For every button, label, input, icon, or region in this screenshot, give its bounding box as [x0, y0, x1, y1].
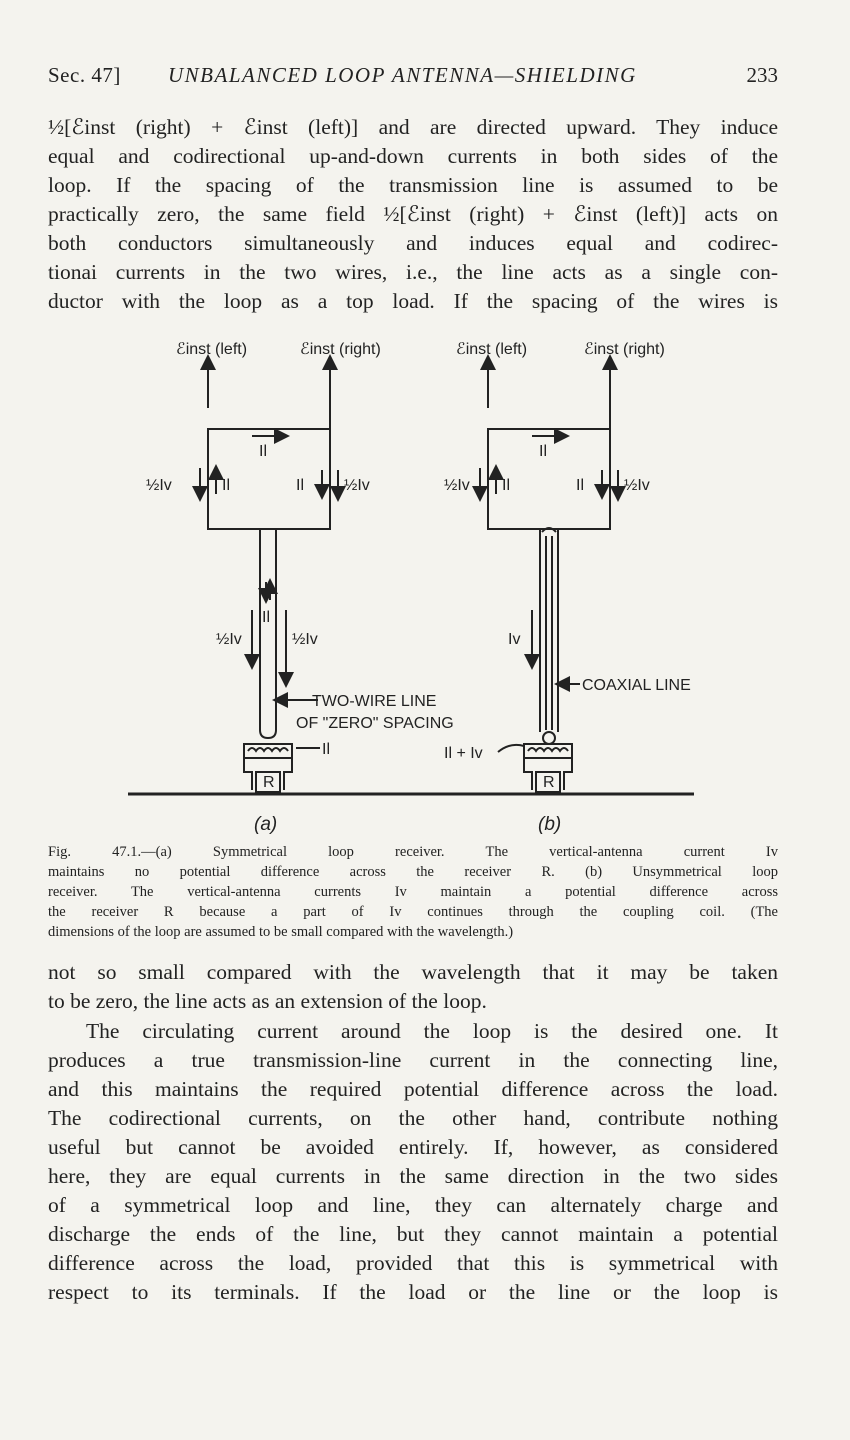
paragraph-bottom [48, 1017, 778, 1307]
page-number: 233 [746, 63, 778, 87]
panel-label-b: (b) [538, 814, 562, 835]
coax-label-b: COAXIAL LINE [582, 677, 691, 694]
text-line: practically zero, the same field ½[ℰinst (right) + ℰinst (left)] acts on [48, 202, 778, 226]
left-vertical-a: ½Iv [146, 477, 172, 494]
loop-current-top-a: Il [259, 443, 267, 460]
left-vertical-b: ½Iv [444, 477, 470, 494]
text-line: useful but cannot be avoided entirely. If, however, as considered [48, 1135, 778, 1159]
text-line: The codirectional currents, on the other hand, contribute nothing [48, 1106, 778, 1130]
field-label-left-b: ℰinst (left) [456, 341, 528, 358]
receiver-a: R [263, 774, 275, 791]
line-vertical-b: Iv [508, 631, 521, 648]
right-vertical-b: ½Iv [624, 477, 650, 494]
section-label: Sec. 47] [48, 63, 121, 87]
text-line: The circulating current around the loop is the desired one. It [86, 1019, 778, 1043]
text-line: both conductors simultaneously and induces equal and codirec- [48, 231, 778, 255]
text-line: here, they are equal currents in the same direction in the two sides [48, 1164, 778, 1188]
field-label-right-a: ℰinst (right) [300, 341, 381, 358]
text-line: tionai currents in the two wires, i.e., the line acts as a single con- [48, 260, 778, 284]
text-line: ductor with the loop as a top load. If the spacing of the wires is [48, 289, 778, 313]
field-label-right-b: ℰinst (right) [584, 341, 665, 358]
text-line: equal and codirectional up-and-down currents in both sides of the [48, 144, 778, 168]
panel-label-a: (a) [254, 814, 278, 835]
caption-line: Fig. 47.1.—(a) Symmetrical loop receiver. The vertical-antenna current Iv [48, 844, 778, 860]
caption-line: maintains no potential difference across the receiver R. (b) Unsymmetrical loop [48, 864, 778, 880]
loop-current-top-b: Il [539, 443, 547, 460]
running-title: UNBALANCED LOOP ANTENNA—SHIELDING [168, 63, 637, 87]
text-line: not so small compared with the wavelength that it may be taken [48, 960, 778, 984]
receiver-b: R [543, 774, 555, 791]
text-line: produces a true transmission-line current in the connecting line, [48, 1048, 778, 1072]
field-label-left-a: ℰinst (left) [176, 341, 248, 358]
right-loop-a: Il [296, 477, 304, 494]
text-line: of a symmetrical loop and line, they can alternately charge and [48, 1193, 778, 1217]
line-right-vertical-a: ½Iv [292, 631, 318, 648]
figure-caption [48, 842, 778, 942]
paragraph-top [48, 113, 778, 316]
line-label-2-a: OF "ZERO" SPACING [296, 715, 454, 732]
text-line: difference across the load, provided that this is symmetrical with [48, 1251, 778, 1275]
paragraph-middle [48, 958, 778, 1016]
line-label-1-a: TWO-WIRE LINE [312, 693, 437, 710]
right-vertical-a: ½Iv [344, 477, 370, 494]
line-left-vertical-a: ½Iv [216, 631, 242, 648]
coil-current-a: Il [322, 741, 330, 758]
figure-47-1 [0, 320, 850, 840]
left-loop-a: Il [222, 477, 230, 494]
left-loop-b: Il [502, 477, 510, 494]
running-header [48, 63, 778, 93]
panel-b-diagram [480, 362, 618, 792]
line-current-a: Il [262, 609, 270, 626]
text-line: discharge the ends of the line, but they cannot maintain a potential [48, 1222, 778, 1246]
caption-line: dimensions of the loop are assumed to be small compared with the wavelength.) [48, 924, 514, 940]
right-loop-b: Il [576, 477, 584, 494]
text-line: respect to its terminals. If the load or the line or the loop is [48, 1280, 778, 1304]
caption-line: the receiver R because a part of Iv continues through the coupling coil. (The [48, 904, 778, 920]
text-line: and this maintains the required potential difference across the load. [48, 1077, 778, 1101]
text-line: to be zero, the line acts as an extension of the loop. [48, 989, 487, 1013]
text-line: ½[ℰinst (right) + ℰinst (left)] and are directed upward. They induce [48, 115, 778, 139]
text-line: loop. If the spacing of the transmission line is assumed to be [48, 173, 778, 197]
coil-current-b: Il + Iv [444, 745, 483, 762]
caption-line: receiver. The vertical-antenna currents Iv maintain a potential difference across [48, 884, 778, 900]
